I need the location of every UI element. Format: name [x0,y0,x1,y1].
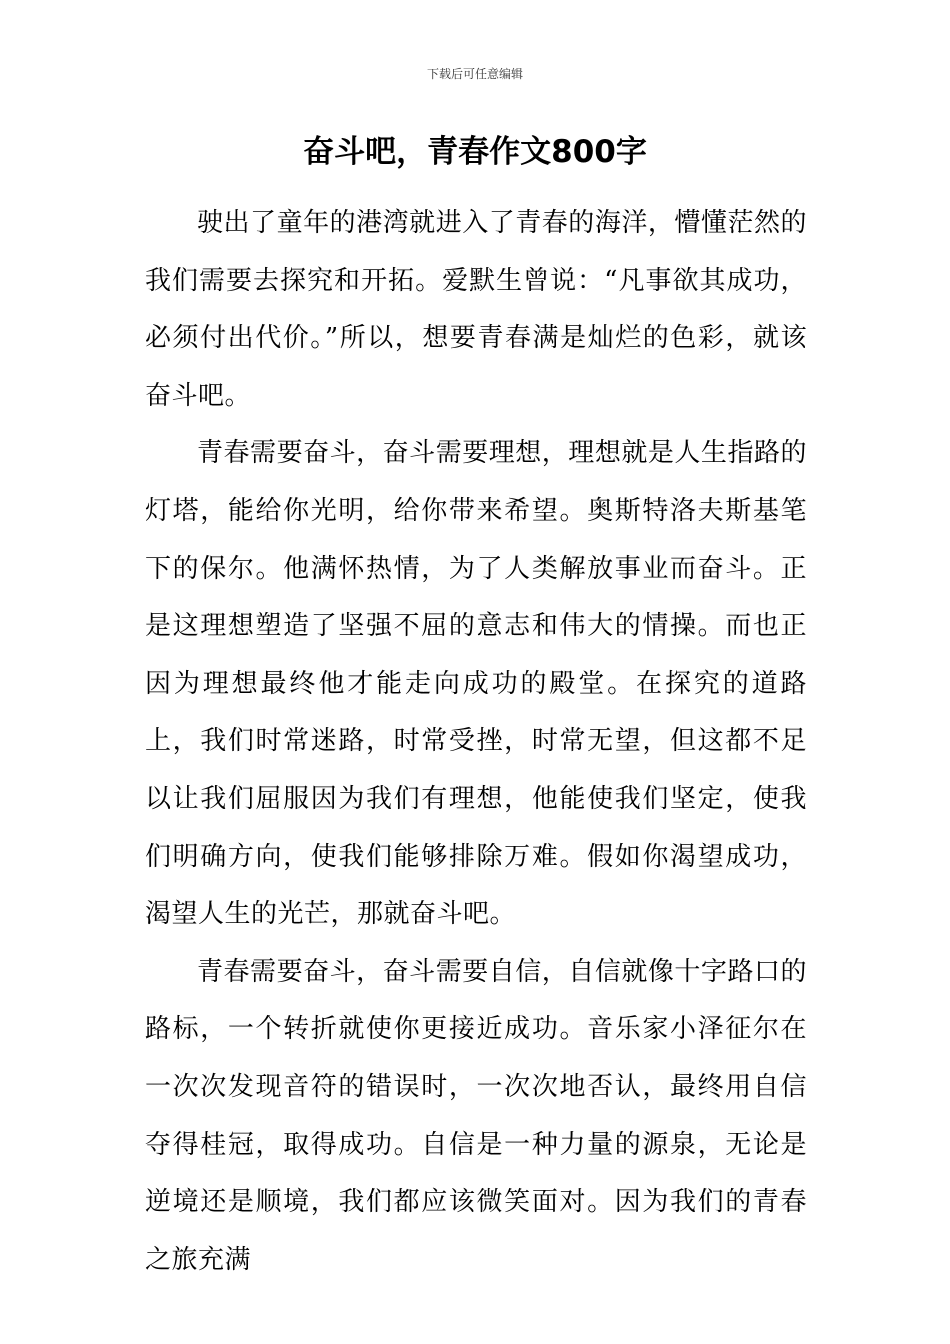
document-title: 奋斗吧，青春作文800字 [303,134,647,170]
document-body [145,195,807,1289]
paragraph-2: 青春需要奋斗，奋斗需要理想，理想就是人生指路的灯塔，能给你光明，给你带来希望。奥斯特洛夫斯基笔下的保尔。他满怀热情，为了人类解放事业而奋斗。正是这理想塑造了坚强不屈的意志和伟大的情操。而也正因为理想最终他才能走向成功的殿堂。在探究的道路上，我们时常迷路，时常受挫，时常无望，但这都不足以让我们屈服因为我们有理想，他能使我们坚定，使我们明确方向，使我们能够排除万难。假如你渴望成功，渴望人生的光芒，那就奋斗吧。 [145,438,807,930]
header-note: 下载后可任意编辑 [426,67,523,81]
paragraph-3: 青春需要奋斗，奋斗需要自信，自信就像十字路口的路标，一个转折就使你更接近成功。音乐家小泽征尔在一次次发现音符的错误时，一次次地否认，最终用自信夺得桂冠，取得成功。自信是一种力量的源泉，无论是逆境还是顺境，我们都应该微笑面对。因为我们的青春之旅充满 [145,956,807,1275]
paragraph-1: 驶出了童年的港湾就进入了青春的海洋，懵懂茫然的我们需要去探究和开拓。爱默生曾说：“凡事欲其成功，必须付出代价。”所以，想要青春满是灿烂的色彩，就该奋斗吧。 [145,208,807,411]
